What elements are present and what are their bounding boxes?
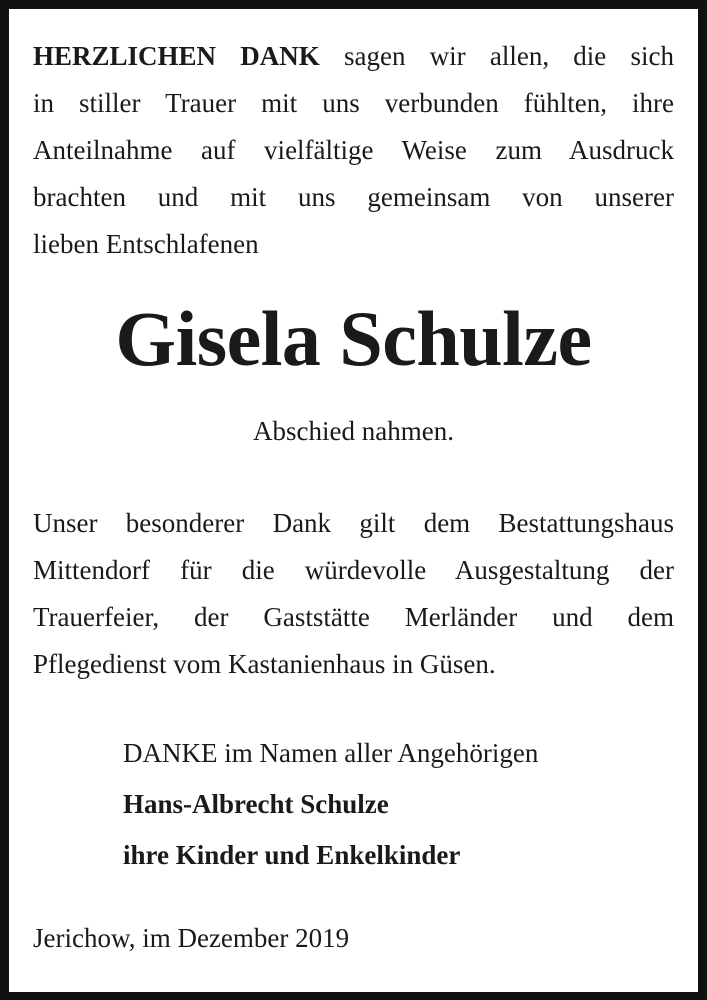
intro-line-1-rest: sagen wir allen, die sich xyxy=(319,41,674,71)
intro-lead: HERZLICHEN DANK xyxy=(33,41,320,71)
signature-name: Hans-Albrecht Schulze xyxy=(123,789,389,819)
intro-line-2: in stiller Trauer mit uns verbunden fühlten, ihre xyxy=(33,88,674,118)
intro-line-3: Anteilnahme auf vielfältige Weise zum Ausdruck xyxy=(33,135,674,165)
intro-line-4: brachten und mit uns gemeinsam von unserer xyxy=(33,182,674,212)
intro-line-1 xyxy=(33,33,674,80)
farewell-text: Abschied nahmen. xyxy=(253,416,454,446)
thanks-line-4: Pflegedienst vom Kastanienhaus in Güsen. xyxy=(33,649,496,679)
signature-block xyxy=(123,728,538,881)
place-date: Jerichow, im Dezember 2019 xyxy=(33,923,350,953)
thanks-line-2: Mittendorf für die würdevolle Ausgestaltung der xyxy=(33,555,674,585)
intro-paragraph xyxy=(33,33,674,268)
thanks-line-1: Unser besonderer Dank gilt dem Bestattungshaus xyxy=(33,508,674,538)
intro-line-5: lieben Entschlafenen xyxy=(33,229,259,259)
deceased-name: Gisela Schulze xyxy=(115,295,592,382)
special-thanks-paragraph xyxy=(33,500,674,688)
thanks-line-3: Trauerfeier, der Gaststätte Merländer und dem xyxy=(33,602,674,632)
signature-line-1: DANKE im Namen aller Angehörigen xyxy=(123,738,539,768)
signature-family: ihre Kinder und Enkelkinder xyxy=(123,840,461,870)
